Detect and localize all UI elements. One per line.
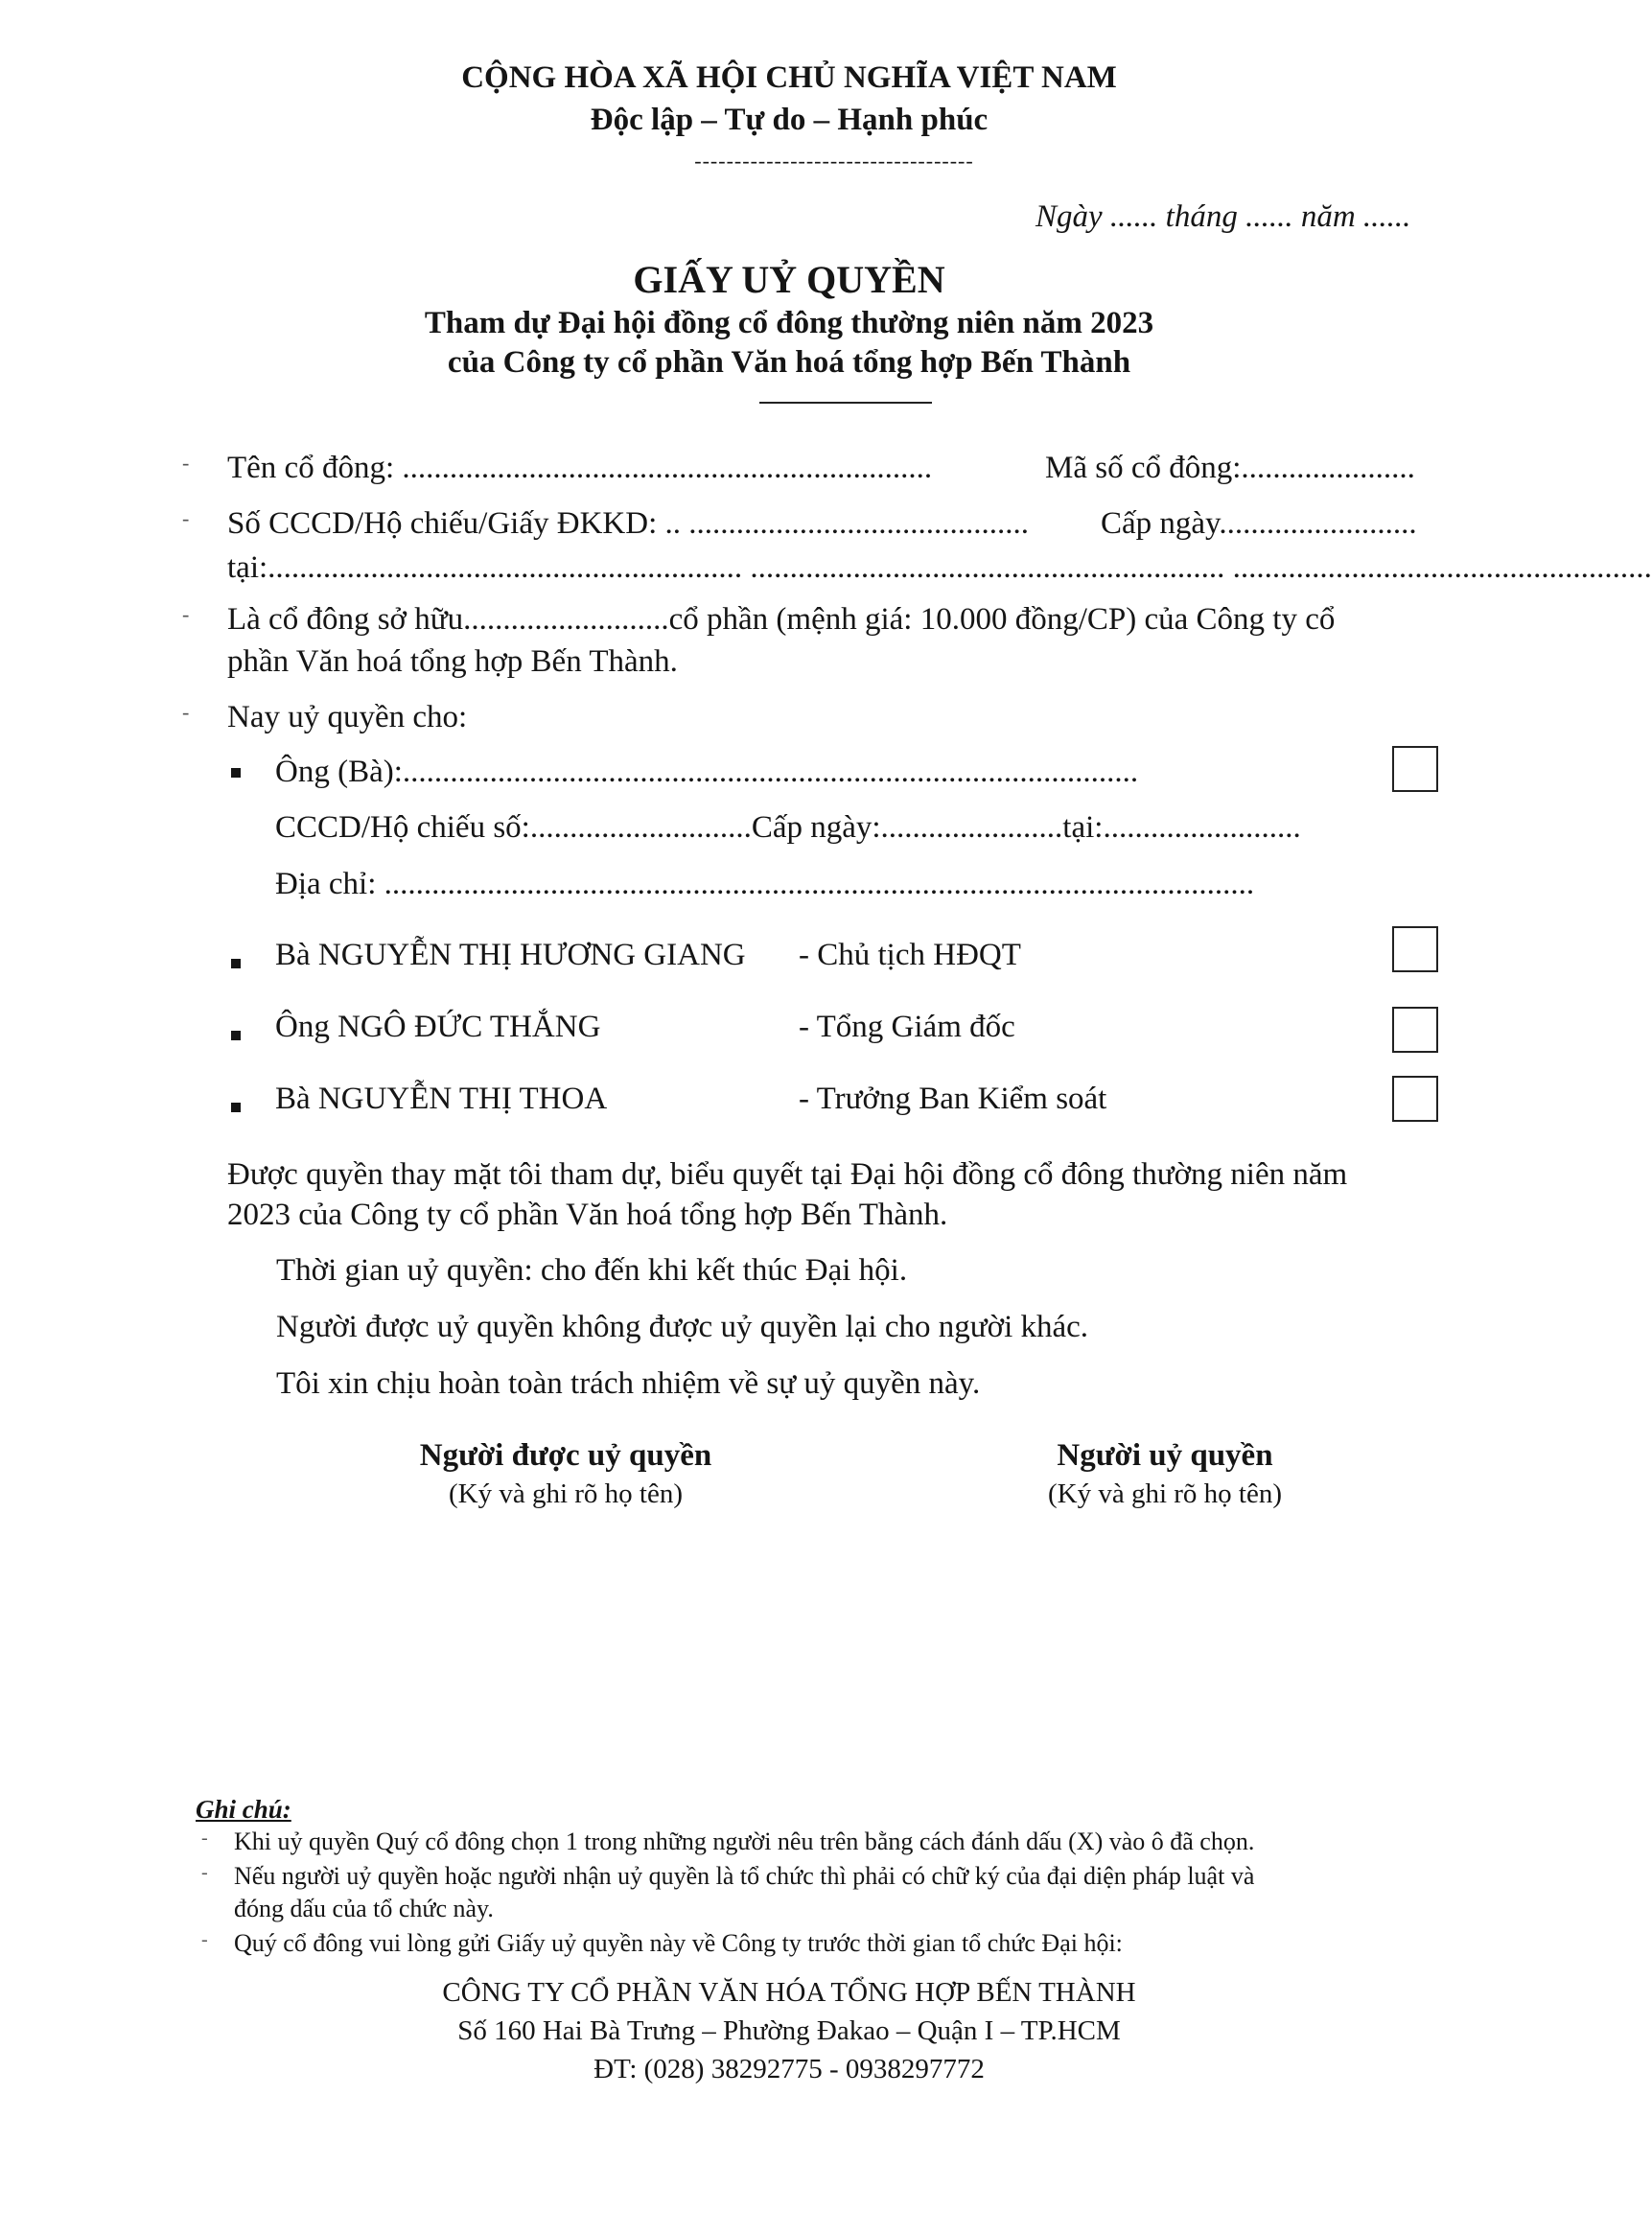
bullet-icon	[231, 959, 241, 968]
company-address: Số 160 Hai Bà Trưng – Phường Đakao – Quận I – TP.HCM	[457, 2015, 1121, 2046]
title-underline	[759, 402, 932, 404]
dash-marker: -	[182, 451, 190, 475]
body-paragraph-1-line-1: Được quyền thay mặt tôi tham dự, biểu quyết tại Đại hội đồng cổ đông thường niên năm	[227, 1157, 1348, 1192]
option1-name: Bà NGUYỄN THỊ HƯƠNG GIANG	[275, 938, 746, 972]
dash-marker: -	[182, 602, 190, 626]
document-title: GIẤY UỶ QUYỀN	[633, 258, 945, 301]
signature-left-note: (Ký và ghi rõ họ tên)	[448, 1478, 684, 1509]
id-number-field[interactable]: Số CCCD/Hộ chiếu/Giấy ĐKKD: .. ...........................................	[227, 506, 1029, 541]
other-proxy-address-field[interactable]: Địa chỉ: ..............................................................................................................	[275, 867, 1255, 901]
shareholder-code-field[interactable]: Mã số cổ đông:......................	[1045, 451, 1415, 485]
option2-name: Ông NGÔ ĐỨC THẮNG	[275, 1010, 601, 1044]
date-line: Ngày ...... tháng ...... năm ......	[1035, 199, 1411, 234]
shareholder-name-field[interactable]: Tên cổ đông: ...................................................................	[227, 451, 933, 485]
shares-line-2: phần Văn hoá tổng hợp Bến Thành.	[227, 644, 678, 679]
checkbox-other-proxy[interactable]	[1392, 746, 1438, 792]
signature-right-title: Người uỷ quyền	[1057, 1438, 1273, 1473]
dash-marker: -	[182, 700, 190, 724]
note-2-line-1: Nếu người uỷ quyền hoặc người nhận uỷ quyền là tổ chức thì phải có chữ ký của đại diện pháp luật và	[234, 1862, 1255, 1890]
body-paragraph-1-line-2: 2023 của Công ty cổ phần Văn hoá tổng hợp Bến Thành.	[227, 1198, 948, 1232]
motto: Độc lập – Tự do – Hạnh phúc	[590, 103, 989, 137]
other-proxy-name-field[interactable]: Ông (Bà):.............................................................................................	[275, 755, 1139, 789]
dash-marker: -	[201, 1828, 208, 1849]
company-phone: ĐT: (028) 38292775 - 0938297772	[593, 2054, 985, 2084]
bullet-icon	[231, 1031, 241, 1040]
document-subtitle-1: Tham dự Đại hội đồng cổ đông thường niên năm 2023	[424, 306, 1154, 340]
option1-role: - Chủ tịch HĐQT	[799, 938, 1021, 972]
bullet-icon	[231, 1103, 241, 1112]
other-proxy-id-field[interactable]: CCCD/Hộ chiếu số:............................Cấp ngày:.......................tại:.........................	[275, 810, 1301, 845]
shares-line-1[interactable]: Là cổ đông sở hữu..........................cổ phần (mệnh giá: 10.000 đồng/CP) của Công ty cổ	[227, 602, 1336, 637]
note-3: Quý cổ đông vui lòng gửi Giấy uỷ quyền này về Công ty trước thời gian tổ chức Đại hội:	[234, 1929, 1123, 1957]
header-separator: -----------------------------------	[694, 149, 974, 173]
issue-place-field[interactable]: tại:............................................................ ............................................................ .....................................................	[227, 550, 1652, 585]
notes-heading: Ghi chú:	[196, 1795, 291, 1824]
company-name: CÔNG TY CỔ PHẦN VĂN HÓA TỔNG HỢP BẾN THÀNH	[442, 1977, 1136, 2008]
note-2-line-2: đóng dấu của tổ chức này.	[234, 1895, 494, 1922]
body-paragraph-2: Thời gian uỷ quyền: cho đến khi kết thúc Đại hội.	[276, 1253, 908, 1288]
authorize-to-label: Nay uỷ quyền cho:	[227, 700, 468, 734]
country-heading: CỘNG HÒA XÃ HỘI CHỦ NGHĨA VIỆT NAM	[461, 60, 1117, 95]
dash-marker: -	[182, 506, 190, 530]
signature-right-note: (Ký và ghi rõ họ tên)	[1047, 1478, 1283, 1509]
body-paragraph-3: Người được uỷ quyền không được uỷ quyền lại cho người khác.	[276, 1310, 1089, 1344]
option3-role: - Trưởng Ban Kiểm soát	[799, 1082, 1107, 1116]
dash-marker: -	[201, 1862, 208, 1883]
issue-date-field[interactable]: Cấp ngày.........................	[1101, 506, 1417, 541]
bullet-icon	[231, 768, 241, 778]
document-subtitle-2: của Công ty cổ phần Văn hoá tổng hợp Bến Thành	[447, 345, 1131, 380]
dash-marker: -	[201, 1929, 208, 1950]
checkbox-option1[interactable]	[1392, 926, 1438, 972]
checkbox-option2[interactable]	[1392, 1007, 1438, 1053]
option2-role: - Tổng Giám đốc	[799, 1010, 1015, 1044]
signature-left-title: Người được uỷ quyền	[419, 1438, 712, 1473]
option3-name: Bà NGUYỄN THỊ THOA	[275, 1082, 608, 1116]
body-paragraph-4: Tôi xin chịu hoàn toàn trách nhiệm về sự uỷ quyền này.	[276, 1366, 981, 1401]
checkbox-option3[interactable]	[1392, 1076, 1438, 1122]
note-1: Khi uỷ quyền Quý cổ đông chọn 1 trong những người nêu trên bằng cách đánh dấu (X) vào ô đã chọn.	[234, 1828, 1255, 1855]
